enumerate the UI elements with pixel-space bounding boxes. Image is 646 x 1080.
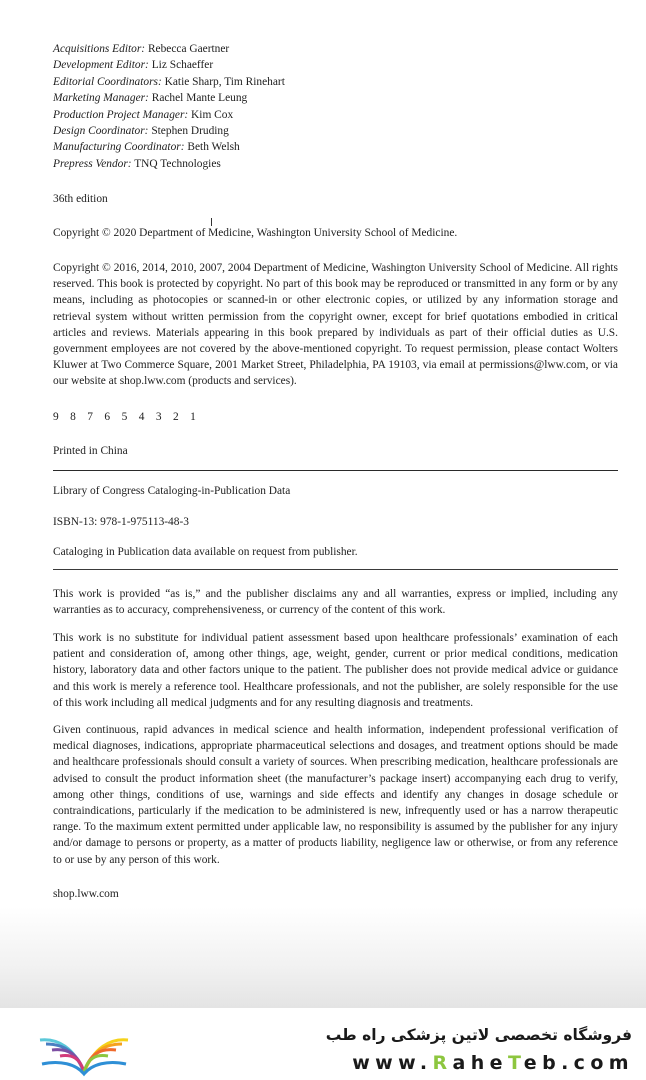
credit-row: Design Coordinator: Stephen Druding xyxy=(53,125,229,138)
printed-in: Printed in China xyxy=(53,445,128,457)
copyright-current: Copyright © 2020 Department of Medicine, Washington University School of Medicine. xyxy=(53,227,458,239)
store-name: فروشگاه تخصصی لاتین پزشکی راه طب xyxy=(325,1026,632,1044)
print-line: 9 8 7 6 5 4 3 2 1 xyxy=(53,411,196,423)
credit-row: Manufacturing Coordinator: Beth Welsh xyxy=(53,141,240,154)
store-url[interactable]: www.RaheTeb.com xyxy=(352,1052,634,1074)
disclaimer-verification: Given continuous, rapid advances in medical science and health information, independent professional verification of medical diagnoses, indications, appropriate pharmaceutical selections and dosages, and treatment options should be made and healthcare professionals should consult a variety of sources. When prescribing medication, healthcare professionals are advised to consult the product information sheet (the manufacturer’s package insert) accompanying each drug to verify, among other things, conditions of use, warnings and side effects and identify any changes in dosage schedule or contraindications, particularly if the medication to be administered is new, infrequently used or has a narrow therapeutic range. To the maximum extent permitted under applicable law, no responsibility is assumed by the publisher for any injury and/or damage to persons or property, as a matter of products liability, negligence law or otherwise, or from any reference to or use by any person of this work. xyxy=(53,724,618,866)
production-credits xyxy=(53,41,285,172)
website: shop.lww.com xyxy=(53,888,119,900)
credit-row: Marketing Manager: Rachel Mante Leung xyxy=(53,92,248,105)
credit-row: Development Editor: Liz Schaeffer xyxy=(53,59,214,72)
disclaimer-warranty: This work is provided “as is,” and the publisher disclaims any and all warranties, express or implied, including any warranties as to accuracy, comprehensiveness, or currency of the content of this work. xyxy=(53,588,618,617)
store-banner xyxy=(0,1008,646,1080)
credit-row: Editorial Coordinators: Katie Sharp, Tim Rinehart xyxy=(53,75,285,88)
cip-note: Cataloging in Publication data available on request from publisher. xyxy=(53,546,358,558)
credit-row: Prepress Vendor: TNQ Technologies xyxy=(53,157,221,170)
credit-row: Acquisitions Editor: Rebecca Gaertner xyxy=(53,43,230,55)
credit-row: Production Project Manager: Kim Cox xyxy=(53,108,234,121)
disclaimer-assessment: This work is no substitute for individual patient assessment based upon healthcare professionals’ examination of each patient and consideration of, among other things, age, weight, gender, current or prior medical conditions, medication history, laboratory data and other factors unique to the patient. The publisher does not provide medical advice or guidance and this work is merely a reference tool. Healthcare professionals, and not the publisher, are solely responsible for the use of this work including all medical judgments and for any resulting diagnosis and treatments. xyxy=(53,632,618,709)
bottom-rule xyxy=(53,569,618,570)
isbn: ISBN-13: 978-1-975113-48-3 xyxy=(53,516,189,528)
edition: 36th edition xyxy=(53,193,108,205)
book-logo-icon xyxy=(34,1024,134,1078)
top-rule xyxy=(53,470,618,471)
cip-heading: Library of Congress Cataloging-in-Publication Data xyxy=(53,485,291,497)
copyright-notice: Copyright © 2016, 2014, 2010, 2007, 2004 Department of Medicine, Washington University School of Medicine. All rights reserved. This book is protected by copyright. No part of this book may be reproduced or transmitted in any form or by any means, including as photocopies or scanned-in or other electronic copies, or utilized by any information storage and retrieval system without written permission from the copyright owner, except for brief quotations embodied in critical articles and reviews. Materials appearing in this book prepared by individuals as part of their official duties as U.S. government employees are not covered by the above-mentioned copyright. To request permission, please contact Wolters Kluwer at Two Commerce Square, 2001 Market Street, Philadelphia, PA 19103, via email at permissions@lww.com, or via our website at shop.lww.com (products and services). xyxy=(53,262,618,388)
